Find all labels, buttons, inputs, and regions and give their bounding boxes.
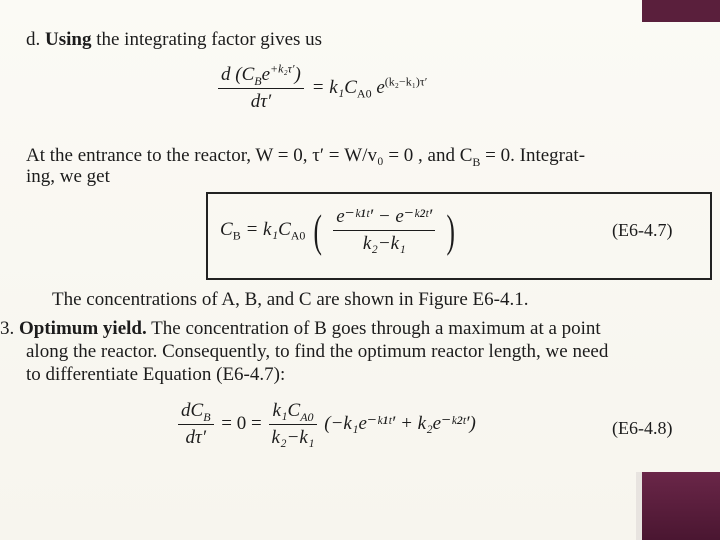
equation-3 xyxy=(175,400,476,449)
eq3-number: (E6-4.8) xyxy=(612,418,673,438)
eq3-fraction-2 xyxy=(269,400,316,449)
eq2-right-paren: ) xyxy=(446,204,455,256)
eq2-numerator: e⁻ᵏ¹ᵗ′ − e⁻ᵏ²ᵗ′ xyxy=(333,206,435,231)
step-3-label: 3. xyxy=(0,318,15,339)
paragraph-2: The concentrations of A, B, and C are shown in Figure E6-4.1. xyxy=(52,289,529,310)
eq3-num1-sub: B xyxy=(203,409,211,424)
eq1-denominator: dτ′ xyxy=(250,91,272,112)
eq1-num-e: e xyxy=(261,64,271,85)
slide-accent-bottom xyxy=(642,472,720,540)
eq1-rhs-e: e xyxy=(376,76,385,98)
eq3-num2-text: k₁C xyxy=(272,400,301,421)
eq2-fraction xyxy=(333,206,435,255)
eq2-denominator: k₂−k₁ xyxy=(362,233,406,254)
equation-2 xyxy=(220,206,458,255)
step-3-line-3: to differentiate Equation (E6-4.7): xyxy=(26,364,286,385)
step-d-text: the integrating factor gives us xyxy=(96,29,323,50)
eq3-equals: = 0 = xyxy=(221,412,262,434)
step-3-bold: Optimum yield. xyxy=(19,318,147,339)
equation-1 xyxy=(215,61,428,113)
eq3-fraction-1 xyxy=(178,400,214,449)
step-3-line-1 xyxy=(0,318,601,340)
para1-line1-text: At the entrance to the reactor, W = 0, τ′ = W/v₀ = 0 , and C xyxy=(26,145,473,166)
eq2-mid-sub: A0 xyxy=(290,228,306,243)
eq1-num-close: ) xyxy=(294,64,301,85)
eq1-rhs-sub: A0 xyxy=(356,86,372,101)
step-3-line1-text: The concentration of B goes through a maximum at a point xyxy=(151,318,601,339)
step-d-bold: Using xyxy=(45,29,92,50)
eq1-fraction xyxy=(218,61,304,113)
eq3-tail: (−k₁e⁻ᵏ¹ᵗ′ + k₂e⁻ᵏ²ᵗ′) xyxy=(324,412,476,434)
para1-line1-sub: B xyxy=(472,154,481,169)
eq2-number: (E6-4.7) xyxy=(612,220,673,240)
eq2-mid: = k₁C xyxy=(245,218,291,240)
eq3-den2: k₂−k₁ xyxy=(271,427,315,448)
eq1-numerator xyxy=(218,61,304,89)
eq3-num2-sub: A0 xyxy=(300,409,314,424)
eq3-den1: dτ′ xyxy=(185,427,206,448)
eq2-lhs-sub: B xyxy=(232,228,241,243)
step-d-label: d. xyxy=(26,29,41,50)
step-3-line-2: along the reactor. Consequently, to find the optimum reactor length, we need xyxy=(26,341,609,362)
paragraph-1-line-2: ing, we get xyxy=(26,166,110,187)
eq3-num1-text: dC xyxy=(181,400,204,421)
eq1-num-sup: +k₂τ′ xyxy=(270,61,295,76)
slide-accent-top xyxy=(642,0,720,22)
eq2-left-paren: ( xyxy=(313,204,323,256)
eq1-num-text: d (C xyxy=(221,64,255,85)
eq3-num2 xyxy=(269,400,316,425)
para1-line1-end: = 0. Integrat- xyxy=(480,145,586,166)
step-d-line xyxy=(26,29,322,51)
eq1-num-sub: B xyxy=(254,73,262,88)
eq3-num1 xyxy=(178,400,214,425)
paragraph-1-line-1 xyxy=(26,145,585,167)
eq1-rhs-sup: (k₂−k₁)τ′ xyxy=(384,74,428,89)
eq2-lhs: C xyxy=(220,218,233,240)
eq1-rhs: = k₁C xyxy=(311,76,357,98)
